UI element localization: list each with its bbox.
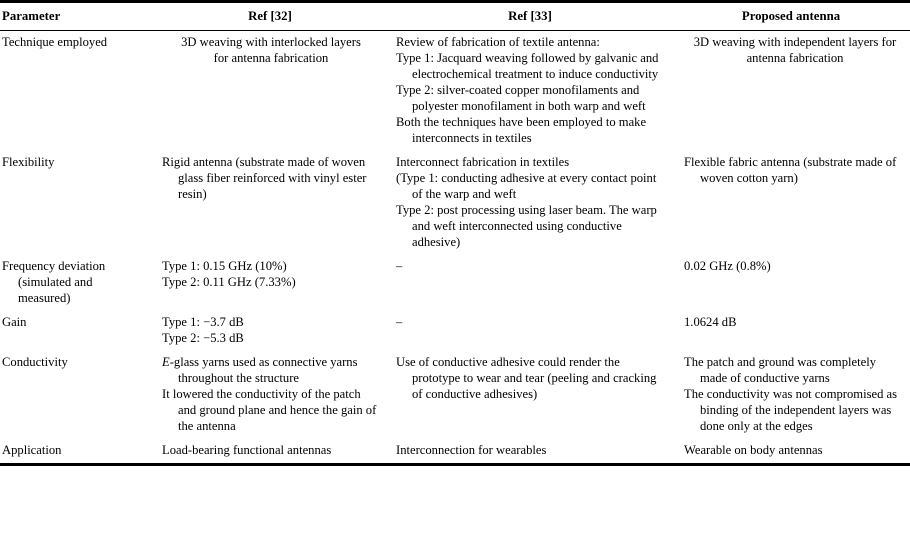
cell-line: 3D weaving with interlocked layers: [181, 35, 361, 50]
cell-line: Type 2: post processing using laser beam. The warp and weft interconnected using conductive adhesive): [396, 203, 657, 250]
cell-line: Load-bearing functional antennas: [162, 442, 332, 457]
cell-line-rest: -glass yarns used as connective yarns throughout the structure: [169, 354, 358, 385]
table-row: [0, 311, 910, 351]
cell-line: Type 2: silver-coated copper monofilaments and polyester monofilament in both warp and weft: [396, 83, 646, 114]
cell-line: 0.02 GHz (0.8%): [684, 259, 771, 274]
cell-line: The conductivity was not compromised as binding of the independent layers was done only at the edges: [684, 386, 897, 433]
cell-line: Conductivity: [2, 354, 68, 369]
cell-line: Use of conductive adhesive could render the prototype to wear and tear (peeling and cracking of conductive adhesives): [396, 354, 657, 401]
table-row: [0, 151, 910, 255]
cell-line: Type 1: −3.7 dB: [162, 315, 244, 329]
cell-parameter: [0, 311, 152, 351]
table-bottom-rule: [0, 463, 910, 466]
cell-line: Review of fabrication of textile antenna:: [396, 35, 600, 50]
cell-ref33: [388, 31, 672, 151]
cell-line: 3D weaving with independent layers for: [693, 35, 897, 50]
table-row: [0, 255, 910, 311]
cell-line: for antenna fabrication: [213, 51, 329, 66]
cell-proposed: [672, 31, 910, 151]
table-header: [0, 3, 910, 30]
cell-ref32: [152, 31, 388, 151]
cell-line: (Type 1: conducting adhesive at every contact point of the warp and weft: [396, 171, 657, 202]
cell-proposed: [672, 351, 910, 439]
cell-parameter: [0, 351, 152, 439]
cell-ref33: [388, 351, 672, 439]
cell-ref32: [152, 439, 388, 463]
antenna-comparison-table: [0, 3, 910, 30]
cell-ref32: [152, 311, 388, 351]
cell-parameter: [0, 439, 152, 463]
cell-line: Type 1: 0.15 GHz (10%): [162, 259, 287, 274]
cell-ref33: [388, 311, 672, 351]
cell-line: 1.0624 dB: [684, 315, 737, 329]
cell-line: Rigid antenna (substrate made of woven glass fiber reinforced with vinyl ester resin): [162, 155, 367, 202]
table-row: [0, 351, 910, 439]
cell-parameter: [0, 31, 152, 151]
cell-line: Wearable on body antennas: [684, 442, 823, 457]
cell-proposed: [672, 311, 910, 351]
cell-parameter: [0, 255, 152, 311]
table-row: [0, 439, 910, 463]
cell-proposed: [672, 255, 910, 311]
cell-line: –: [396, 315, 403, 329]
cell-line: Frequency deviation (simulated and measured): [2, 259, 106, 306]
cell-ref33: [388, 255, 672, 311]
cell-line: Interconnect fabrication in textiles: [396, 155, 570, 170]
antenna-comparison-table-body: [0, 31, 910, 463]
cell-line: Flexible fabric antenna (substrate made of woven cotton yarn): [684, 155, 897, 186]
cell-parameter: [0, 151, 152, 255]
column-header-proposed: Proposed antenna: [741, 9, 841, 23]
italic-e: E: [162, 354, 170, 369]
cell-line: Interconnection for wearables: [396, 442, 547, 457]
cell-line: Application: [2, 442, 62, 457]
cell-proposed: [672, 151, 910, 255]
cell-line: Type 2: −5.3 dB: [162, 330, 244, 345]
table-body: [0, 31, 910, 463]
cell-line: antenna fabrication: [746, 51, 844, 66]
column-header-ref32: Ref [32]: [248, 9, 292, 23]
cell-line: Flexibility: [2, 155, 55, 170]
header-row: [0, 3, 910, 30]
cell-line: Technique employed: [2, 35, 108, 50]
cell-line: Type 1: Jacquard weaving followed by galvanic and electrochemical treatment to induce conductivity: [396, 51, 659, 82]
cell-ref32: [152, 151, 388, 255]
cell-line: It lowered the conductivity of the patch and ground plane and hence the gain of the antenna: [162, 386, 377, 433]
cell-ref32: [152, 255, 388, 311]
cell-line: The patch and ground was completely made of conductive yarns: [684, 354, 876, 385]
cell-ref32: [152, 351, 388, 439]
table-row: [0, 31, 910, 151]
cell-ref33: [388, 151, 672, 255]
cell-line-italic-lead: [162, 355, 380, 387]
cell-ref33: [388, 439, 672, 463]
cell-line: –: [396, 259, 403, 274]
column-header-ref33: Ref [33]: [508, 9, 552, 23]
column-header-parameter: Parameter: [2, 9, 61, 23]
cell-proposed: [672, 439, 910, 463]
cell-line: Both the techniques have been employed to make interconnects in textiles: [396, 115, 647, 146]
cell-line: Type 2: 0.11 GHz (7.33%): [162, 275, 296, 290]
cell-line: Gain: [2, 315, 27, 329]
